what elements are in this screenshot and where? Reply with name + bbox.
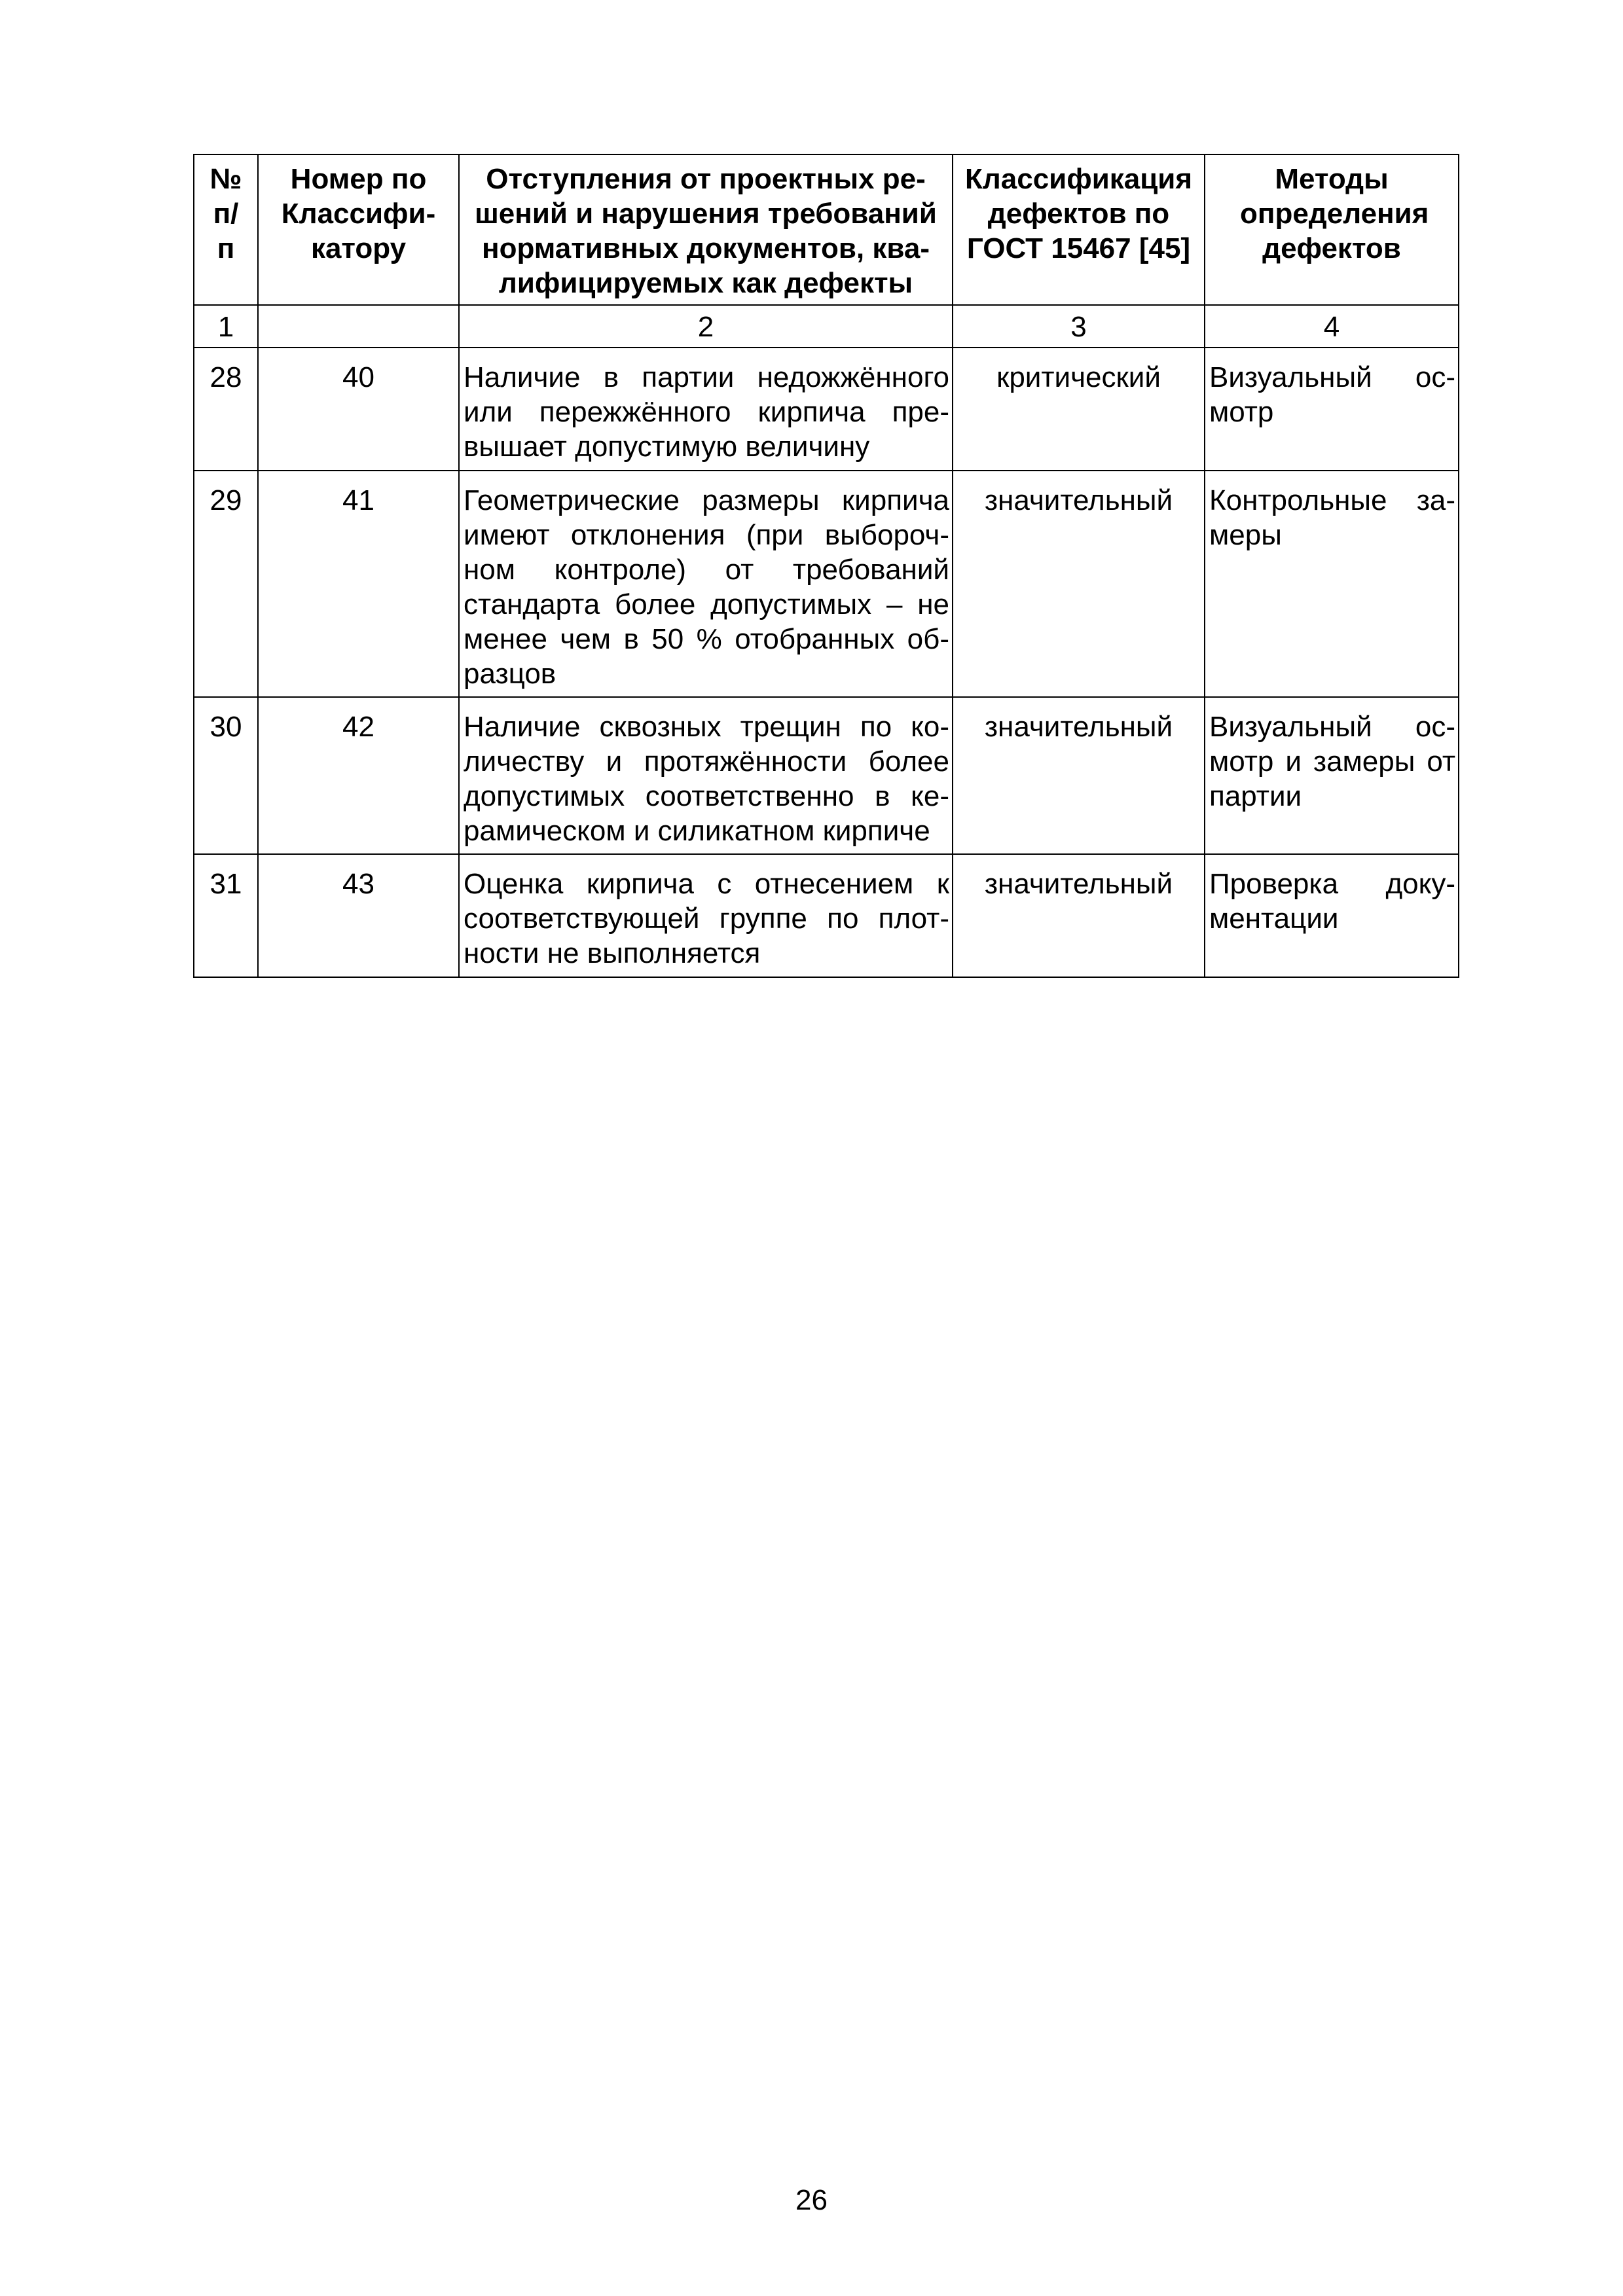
classification-cell: критический <box>953 348 1205 471</box>
method-cell: Проверка доку-ментации <box>1205 854 1459 977</box>
row-number-cell: 29 <box>194 471 258 697</box>
row-number-cell: 28 <box>194 348 258 471</box>
classification-cell: значительный <box>953 697 1205 854</box>
column-number-cell: 3 <box>953 305 1205 348</box>
header-deviation-label: Отступления от проектных ре-шений и нарушения требований нормативных документов, ква-лифицируемых как дефекты <box>475 163 937 299</box>
deviation-cell: Оценка кирпича с отнесением к соответствующей группе по плот-ности не выполняется <box>459 854 953 977</box>
column-number-cell: 1 <box>194 305 258 348</box>
header-classification-label: Классификация дефектов по ГОСТ 15467 [45] <box>964 163 1193 264</box>
classifier-number-cell: 42 <box>258 697 459 854</box>
classification-cell: значительный <box>953 471 1205 697</box>
column-number-row <box>194 305 1459 348</box>
header-classifier-no <box>258 154 459 305</box>
row-number-cell: 31 <box>194 854 258 977</box>
header-methods <box>1205 154 1459 305</box>
classifier-number-cell: 40 <box>258 348 459 471</box>
column-number-cell: 4 <box>1205 305 1459 348</box>
deviation-cell: Наличие сквозных трещин по ко-личеству и протяжённости более допустимых соответственно в ке-рамическом и силикатном кирпиче <box>459 697 953 854</box>
deviation-cell: Наличие в партии недожжённого или пережжённого кирпича пре-вышает допустимую величину <box>459 348 953 471</box>
method-cell: Контрольные за-меры <box>1205 471 1459 697</box>
classification-cell: значительный <box>953 854 1205 977</box>
header-deviation <box>459 154 953 305</box>
header-classification <box>953 154 1205 305</box>
method-cell: Визуальный ос-мотр и замеры от партии <box>1205 697 1459 854</box>
table-row <box>194 854 1459 977</box>
table-row <box>194 697 1459 854</box>
page-number: 26 <box>795 2184 828 2216</box>
header-methods-label: Методы определения дефектов <box>1240 163 1429 264</box>
header-no-label: № п/п <box>210 163 242 264</box>
table-row <box>194 471 1459 697</box>
header-no <box>194 154 258 305</box>
table-row <box>194 348 1459 471</box>
row-number-cell: 30 <box>194 697 258 854</box>
classifier-number-cell: 41 <box>258 471 459 697</box>
method-cell: Визуальный ос-мотр <box>1205 348 1459 471</box>
defects-table <box>193 154 1459 978</box>
header-classifier-no-label: Номер по Классифи-катору <box>281 163 436 264</box>
table-header-row <box>194 154 1459 305</box>
deviation-cell: Геометрические размеры кирпича имеют отклонения (при выбороч-ном контроле) от требований стандарта более допустимых – не менее чем в 50 % отобранных об-разцов <box>459 471 953 697</box>
column-number-cell <box>258 305 459 348</box>
classifier-number-cell: 43 <box>258 854 459 977</box>
column-number-cell: 2 <box>459 305 953 348</box>
